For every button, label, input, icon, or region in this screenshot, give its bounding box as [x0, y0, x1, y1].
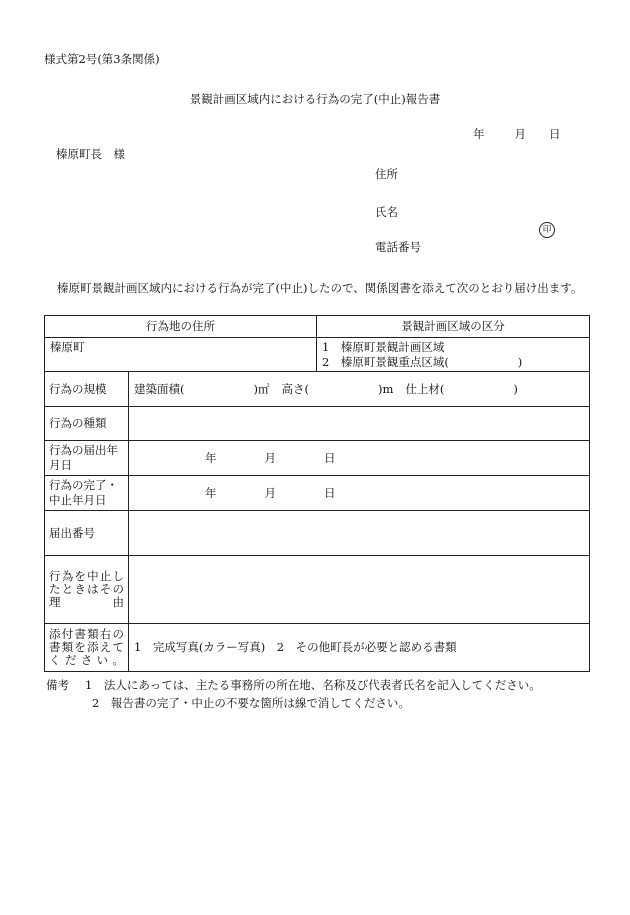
addressee: 榛原町長 様: [56, 147, 125, 161]
scale-fields: [129, 372, 590, 407]
remarks-note-2: 2 報告書の完了・中止の不要な箇所は線で消してください。: [92, 696, 410, 710]
remarks-line-1: [46, 679, 541, 693]
document-title: 景観計画区域内における行為の完了(中止)報告書: [189, 92, 441, 106]
type-value[interactable]: [129, 407, 590, 441]
date-month-label: 月: [514, 127, 526, 141]
complete-date-value[interactable]: [129, 476, 590, 511]
date-year-label: 年: [473, 127, 485, 141]
complete-month: 月: [264, 485, 276, 500]
report-body-text: 榛原町景観計画区域内における行為が完了(中止)したので、関係図書を添えて次のとおり届け出ます。: [57, 281, 583, 295]
remarks-note-1: 1 法人にあっては、主たる事務所の所在地、名称及び代表者氏名を記入してください。: [85, 678, 541, 692]
header-location: 行為地の住所: [45, 316, 317, 338]
applicant-name-label: 氏名: [375, 205, 398, 219]
attachments-label: 添付書類右の書類を添えてください。: [45, 624, 129, 672]
applicant-phone-label: 電話番号: [375, 240, 421, 254]
area-option-2[interactable]: 2 榛原町景観重点区域( ): [322, 354, 523, 369]
report-date-line: [473, 128, 561, 142]
building-area-field[interactable]: 建築面積( )㎡: [134, 381, 270, 396]
notify-date-label: 行為の届出年月日: [45, 441, 129, 476]
reason-label: 行為を中止したときはその理由: [45, 556, 129, 624]
header-area-division: 景観計画区域の区分: [317, 316, 590, 338]
notify-number-value[interactable]: [129, 511, 590, 556]
form-number: 様式第2号(第3条関係): [44, 52, 160, 66]
date-day-label: 日: [549, 127, 561, 141]
location-value[interactable]: 榛原町: [45, 338, 317, 372]
area-option-1[interactable]: 1 榛原町景観計画区域: [322, 339, 445, 354]
type-label: 行為の種類: [45, 407, 129, 441]
report-form-table: [44, 315, 590, 672]
height-field[interactable]: 高さ( )m: [281, 381, 394, 396]
notify-number-label: 届出番号: [45, 511, 129, 556]
finish-material-field[interactable]: 仕上材( ): [405, 381, 518, 396]
complete-date-label: 行為の完了・中止年月日: [45, 476, 129, 511]
attachments-value: 1 完成写真(カラー写真) 2 その他町長が必要と認める書類: [129, 624, 590, 672]
seal-icon: 印: [539, 222, 555, 238]
area-division-options: [317, 338, 590, 372]
scale-label: 行為の規模: [45, 372, 129, 407]
notify-month: 月: [264, 450, 276, 465]
complete-year: 年: [205, 485, 217, 500]
complete-day: 日: [324, 485, 336, 500]
notify-day: 日: [324, 450, 336, 465]
notify-date-value[interactable]: [129, 441, 590, 476]
reason-value[interactable]: [129, 556, 590, 624]
applicant-address-label: 住所: [375, 167, 398, 181]
notify-year: 年: [205, 450, 217, 465]
remarks-label: 備考: [46, 678, 69, 692]
